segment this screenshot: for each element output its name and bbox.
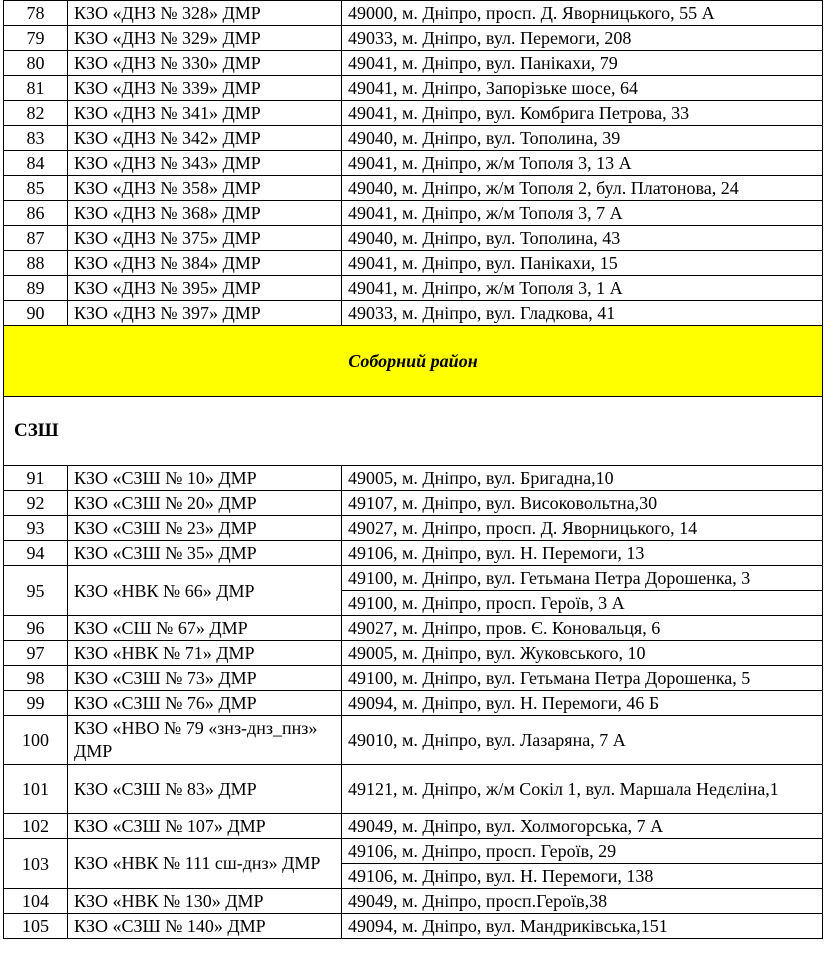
table-row [4,151,823,176]
institution-address: 49040, м. Дніпро, вул. Тополина, 39 [342,126,823,151]
institution-name: КЗО «ДНЗ № 375» ДМР [68,226,342,251]
row-number: 105 [4,914,68,939]
row-number: 96 [4,616,68,641]
table-row [4,641,823,666]
institution-name: КЗО «СЗШ № 140» ДМР [68,914,342,939]
table-row [4,176,823,201]
institution-address: 49000, м. Дніпро, просп. Д. Яворницького, 55 А [342,1,823,26]
table-row [4,491,823,516]
institution-address: 49040, м. Дніпро, ж/м Тополя 2, бул. Платонова, 24 [342,176,823,201]
row-number: 97 [4,641,68,666]
institution-address: 49027, м. Дніпро, просп. Д. Яворницького, 14 [342,516,823,541]
row-number: 92 [4,491,68,516]
district-header-row [4,326,823,397]
institution-address: 49041, м. Дніпро, вул. Панікахи, 15 [342,251,823,276]
table-row [4,51,823,76]
institution-name: КЗО «ДНЗ № 358» ДМР [68,176,342,201]
institution-address: 49106, м. Дніпро, вул. Н. Перемоги, 13 [342,541,823,566]
row-number: 93 [4,516,68,541]
table-row [4,691,823,716]
district-title: Соборний район [4,326,823,397]
institution-address-secondary: 49106, м. Дніпро, вул. Н. Перемоги, 138 [342,864,823,889]
table-row [4,76,823,101]
institution-name: КЗО «НВК № 111 сш-днз» ДМР [68,839,342,889]
row-number: 85 [4,176,68,201]
institution-name: КЗО «НВО № 79 «знз-днз_пнз» ДМР [68,716,342,765]
institution-name: КЗО «ДНЗ № 384» ДМР [68,251,342,276]
institution-address: 49033, м. Дніпро, вул. Перемоги, 208 [342,26,823,51]
institution-name: КЗО «СЗШ № 73» ДМР [68,666,342,691]
row-number: 87 [4,226,68,251]
table-row [4,1,823,26]
institution-name: КЗО «ДНЗ № 330» ДМР [68,51,342,76]
table-row [4,301,823,326]
institution-address: 49049, м. Дніпро, просп.Героїв,38 [342,889,823,914]
institution-name: КЗО «ДНЗ № 397» ДМР [68,301,342,326]
table-row [4,716,823,765]
row-number: 82 [4,101,68,126]
institution-name: КЗО «ДНЗ № 341» ДМР [68,101,342,126]
table-row [4,541,823,566]
institution-name: КЗО «СЗШ № 35» ДМР [68,541,342,566]
institution-address: 49041, м. Дніпро, ж/м Тополя 3, 13 А [342,151,823,176]
row-number: 94 [4,541,68,566]
row-number: 83 [4,126,68,151]
institution-address: 49040, м. Дніпро, вул. Тополина, 43 [342,226,823,251]
institution-name: КЗО «ДНЗ № 343» ДМР [68,151,342,176]
institution-address: 49010, м. Дніпро, вул. Лазаряна, 7 А [342,716,823,765]
institution-address: 49100, м. Дніпро, вул. Гетьмана Петра Дорошенка, 3 [342,566,823,591]
table-row [4,666,823,691]
institution-address: 49041, м. Дніпро, Запорізьке шосе, 64 [342,76,823,101]
institution-address: 49005, м. Дніпро, вул. Бригадна,10 [342,466,823,491]
table-row [4,566,823,591]
institution-name: КЗО «ДНЗ № 395» ДМР [68,276,342,301]
institution-address: 49106, м. Дніпро, просп. Героїв, 29 [342,839,823,864]
row-number: 95 [4,566,68,616]
row-number: 78 [4,1,68,26]
table-row [4,616,823,641]
row-number: 100 [4,716,68,765]
table-row [4,516,823,541]
row-number: 104 [4,889,68,914]
institution-name: КЗО «НВК № 130» ДМР [68,889,342,914]
row-number: 99 [4,691,68,716]
institution-name: КЗО «СШ № 67» ДМР [68,616,342,641]
table-row [4,226,823,251]
institutions-table [3,0,823,939]
document-page [3,0,822,939]
institution-address: 49107, м. Дніпро, вул. Високовольтна,30 [342,491,823,516]
institution-address: 49094, м. Дніпро, вул. Мандриківська,151 [342,914,823,939]
institution-name: КЗО «ДНЗ № 339» ДМР [68,76,342,101]
table-row [4,765,823,814]
institution-address-secondary: 49100, м. Дніпро, просп. Героїв, 3 А [342,591,823,616]
institution-address: 49094, м. Дніпро, вул. Н. Перемоги, 46 Б [342,691,823,716]
row-number: 81 [4,76,68,101]
category-header-row [4,397,823,466]
table-row [4,914,823,939]
table-row [4,251,823,276]
institution-address: 49041, м. Дніпро, вул. Комбрига Петрова, 33 [342,101,823,126]
institution-address: 49049, м. Дніпро, вул. Холмогорська, 7 А [342,814,823,839]
row-number: 79 [4,26,68,51]
institution-name: КЗО «ДНЗ № 368» ДМР [68,201,342,226]
institution-name: КЗО «СЗШ № 107» ДМР [68,814,342,839]
institution-name: КЗО «СЗШ № 83» ДМР [68,765,342,814]
institution-address: 49005, м. Дніпро, вул. Жуковського, 10 [342,641,823,666]
row-number: 90 [4,301,68,326]
table-row [4,201,823,226]
table-row [4,839,823,864]
row-number: 86 [4,201,68,226]
table-row [4,466,823,491]
table-row [4,101,823,126]
table-row [4,814,823,839]
row-number: 102 [4,814,68,839]
table-row [4,126,823,151]
row-number: 88 [4,251,68,276]
institution-name: КЗО «НВК № 66» ДМР [68,566,342,616]
institution-address: 49121, м. Дніпро, ж/м Сокіл 1, вул. Маршала Недєліна,1 [342,765,823,814]
institution-name: КЗО «ДНЗ № 342» ДМР [68,126,342,151]
institution-name: КЗО «ДНЗ № 328» ДМР [68,1,342,26]
table-row [4,276,823,301]
row-number: 98 [4,666,68,691]
institution-address: 49100, м. Дніпро, вул. Гетьмана Петра Дорошенка, 5 [342,666,823,691]
institution-name: КЗО «ДНЗ № 329» ДМР [68,26,342,51]
row-number: 89 [4,276,68,301]
institution-name: КЗО «СЗШ № 23» ДМР [68,516,342,541]
row-number: 101 [4,765,68,814]
institution-name: КЗО «НВК № 71» ДМР [68,641,342,666]
table-row [4,889,823,914]
row-number: 103 [4,839,68,889]
institution-address: 49041, м. Дніпро, ж/м Тополя 3, 1 А [342,276,823,301]
table-row [4,26,823,51]
category-title: СЗШ [4,397,823,466]
institution-name: КЗО «СЗШ № 20» ДМР [68,491,342,516]
institution-address: 49041, м. Дніпро, ж/м Тополя 3, 7 А [342,201,823,226]
row-number: 84 [4,151,68,176]
institution-address: 49041, м. Дніпро, вул. Панікахи, 79 [342,51,823,76]
institution-name: КЗО «СЗШ № 10» ДМР [68,466,342,491]
row-number: 80 [4,51,68,76]
institution-name: КЗО «СЗШ № 76» ДМР [68,691,342,716]
institution-address: 49033, м. Дніпро, вул. Гладкова, 41 [342,301,823,326]
institution-address: 49027, м. Дніпро, пров. Є. Коновальця, 6 [342,616,823,641]
row-number: 91 [4,466,68,491]
